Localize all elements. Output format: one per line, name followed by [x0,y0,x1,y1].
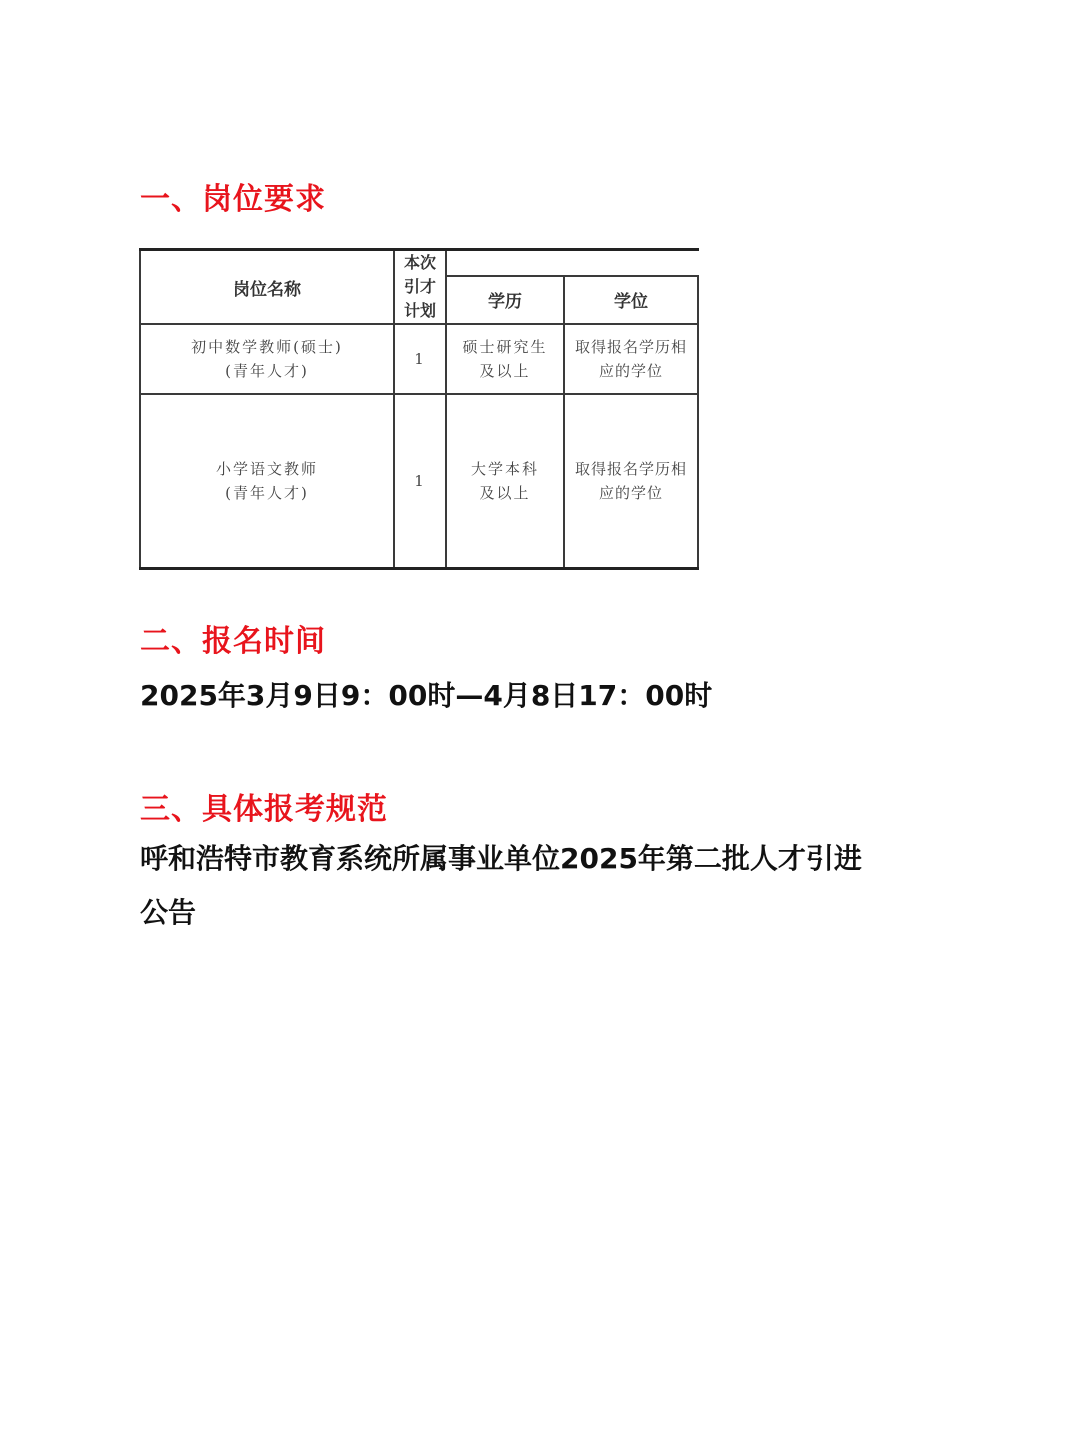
row-2-education-line: 大学本科 [470,459,539,478]
row-1-position-line: (青年人才) [225,362,309,380]
row-1-education-line: 硕士研究生 [462,338,548,356]
section-3-heading: 三、具体报考规范 [140,792,388,827]
row-1-plan: 1 [394,324,446,394]
row-2-position-line: (青年人才) [225,483,309,502]
row-1-degree-line: 取得报名学历相 [574,338,687,356]
registration-time-text: 2025年3月9日9：00时—4月8日17：00时 [140,679,713,712]
row-2-education [446,394,564,568]
row-2-position [140,394,394,568]
row-1-truncated-cell [698,324,699,394]
row-1-education-line: 及以上 [479,362,531,380]
row-2-degree [564,394,698,568]
header-degree: 学位 [564,276,698,324]
header-education: 学历 [446,276,564,324]
row-1-position [140,324,394,394]
row-2-truncated-cell [698,394,699,568]
row-1-degree [564,324,698,394]
job-requirements-table [139,248,699,570]
row-1-education [446,324,564,394]
row-1-degree-line: 应的学位 [598,362,663,380]
row-2-education-line: 及以上 [479,483,531,502]
header-plan-line: 计划 [403,301,436,320]
row-2-degree-line: 取得报名学历相 [574,459,687,478]
row-2-plan: 1 [394,394,446,568]
header-position-name: 岗位名称 [140,250,394,325]
announcement-line: 公告 [140,896,197,929]
row-2-position-line: 小学语文教师 [215,459,318,478]
row-1-position-line: 初中数学教师(硕士) [191,338,343,356]
header-plan-line: 引才 [403,277,436,296]
header-truncated-cell [698,276,699,324]
header-group-cell [446,250,699,276]
announcement-line: 呼和浩特市教育系统所属事业单位2025年第二批人才引进 [140,842,862,875]
header-plan-line: 本次 [403,253,436,272]
header-plan [394,250,446,325]
announcement-text [140,832,940,940]
row-2-degree-line: 应的学位 [598,483,663,502]
section-2-heading: 二、报名时间 [140,624,326,659]
section-1-heading: 一、岗位要求 [140,182,326,217]
